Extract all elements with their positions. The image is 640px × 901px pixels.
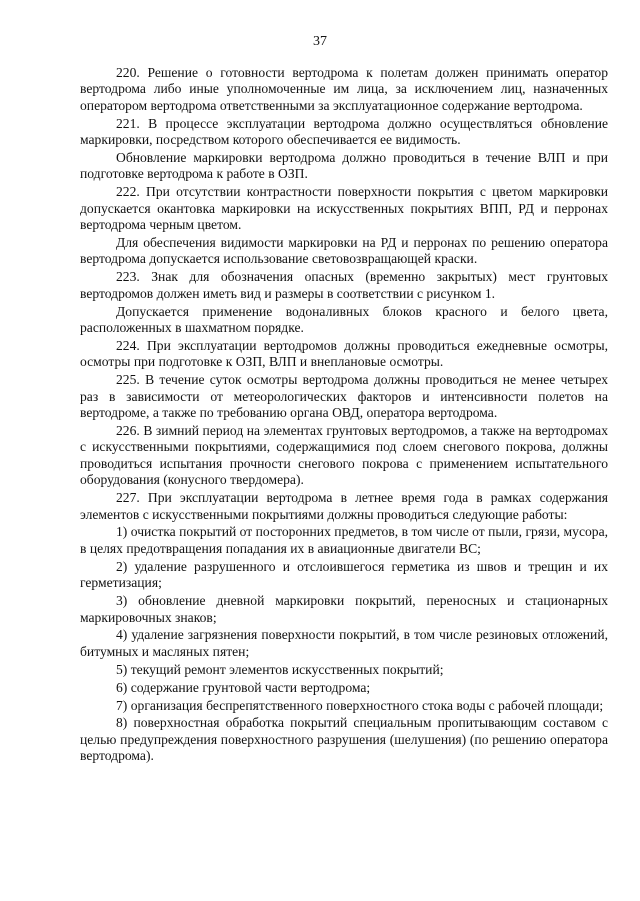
paragraph-223: 223. Знак для обозначения опасных (временно закрытых) мест грунтовых вертодромов должен иметь вид и размеры в соответствии с рисунком 1. bbox=[80, 269, 608, 301]
paragraph-221: 221. В процессе эксплуатации вертодрома должно осуществляться обновление маркировки, посредством которого обеспечивается ее видимость. bbox=[80, 115, 608, 148]
paragraph-225: 225. В течение суток осмотры вертодрома должны проводиться не менее четырех раз в зависимости от метеорологических факторов и интенсивности полетов на вертодроме, а также по требованию органа ОВД, оператора вертодрома. bbox=[80, 372, 608, 421]
list-item-8: 8) поверхностная обработка покрытий специальным пропитывающим составом с целью предупреждения поверхностного разрушения (шелушения) (по решению оператора вертодрома). bbox=[80, 715, 608, 764]
paragraph-220: 220. Решение о готовности вертодрома к полетам должен принимать оператор вертодрома либо иные уполномоченные им лица, за исключением лиц, назначенных оператором вертодрома ответственными за эксплуатационное содержание вертодрома. bbox=[80, 65, 608, 113]
list-item-6: 6) содержание грунтовой части вертодрома; bbox=[116, 679, 371, 695]
paragraph-227: 227. При эксплуатации вертодрома в летнее время года в рамках содержания элементов с искусственными покрытиями должны проводиться следующие работы: bbox=[80, 490, 608, 522]
paragraph-222: 222. При отсутствии контрастности поверхности покрытия с цветом маркировки допускается окантовка маркировки на искусственных покрытиях ВПП, РД и перронах вертодрома черным цветом. bbox=[80, 184, 608, 233]
list-item-5: 5) текущий ремонт элементов искусственных покрытий; bbox=[116, 661, 444, 677]
paragraph-223-cont: Допускается применение водоналивных блоков красного и белого цвета, расположенных в шахматном порядке. bbox=[80, 303, 608, 336]
paragraph-226: 226. В зимний период на элементах грунтовых вертодромов, а также на вертодромах с искусственными покрытиями, содержащимися под слоем снегового покрова, должны проводиться испытания прочности снегового покрова с применением испытательного оборудования (конусного твердомера). bbox=[80, 423, 608, 488]
list-item-3: 3) обновление дневной маркировки покрытий, переносных и стационарных маркировочных знаков; bbox=[80, 593, 608, 625]
list-item-7: 7) организация беспрепятственного поверхностного стока воды с рабочей площади; bbox=[116, 697, 604, 713]
list-item-2: 2) удаление разрушенного и отслоившегося герметика из швов и трещин и их герметизация; bbox=[80, 558, 608, 591]
page-number: 37 bbox=[313, 34, 327, 49]
paragraph-222-cont: Для обеспечения видимости маркировки на РД и перронах по решению оператора вертодрома допускается использование световозвращающей краски. bbox=[80, 235, 608, 267]
paragraph-221-cont: Обновление маркировки вертодрома должно проводиться в течение ВЛП и при подготовке вертодрома к работе в ОЗП. bbox=[80, 150, 608, 182]
document-body bbox=[80, 65, 608, 765]
paragraph-224: 224. При эксплуатации вертодромов должны проводиться ежедневные осмотры, осмотры при подготовке к ОЗП, ВЛП и внеплановые осмотры. bbox=[80, 338, 608, 370]
list-item-4: 4) удаление загрязнения поверхности покрытий, в том числе резиновых отложений, битумных и масляных пятен; bbox=[80, 627, 608, 659]
list-item-1: 1) очистка покрытий от посторонних предметов, в том числе от пыли, грязи, мусора, в целях предотвращения попадания их в авиационные двигатели ВС; bbox=[80, 524, 608, 556]
